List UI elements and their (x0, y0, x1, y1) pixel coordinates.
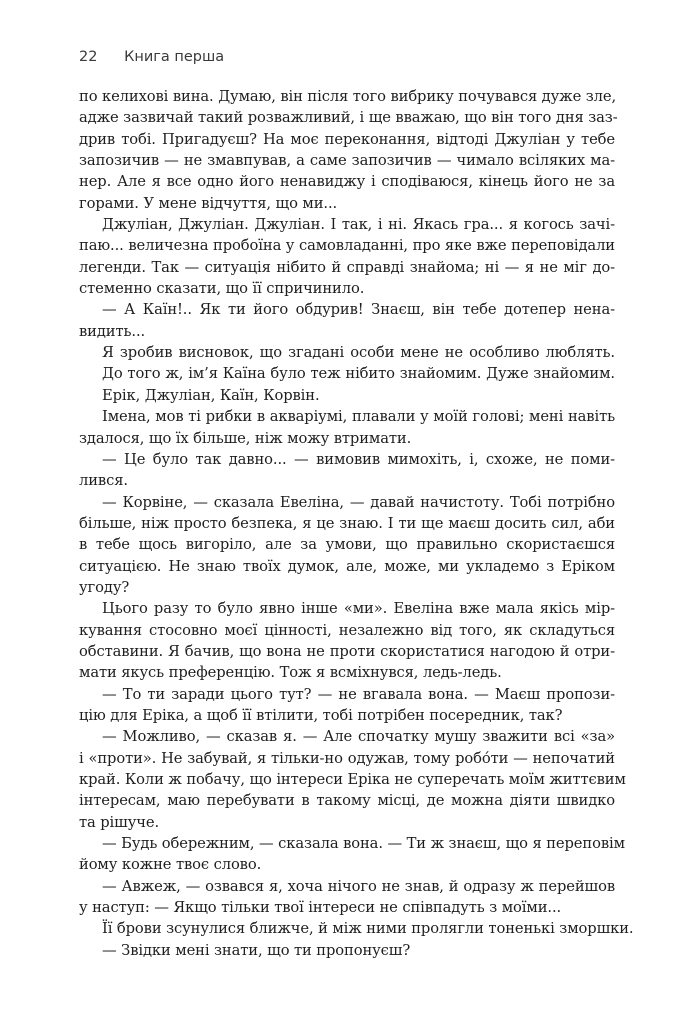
text-line: адже зазвичай такий розважливий, і ще вважаю, що він того дня заз- (79, 109, 618, 127)
text-line: здалося, що їх більше, ніж можу втримати. (79, 429, 412, 447)
text-line: та рішуче. (79, 813, 160, 831)
text-line: — Звідки мені знати, що ти пропонуєш? (102, 941, 411, 959)
running-header (79, 49, 224, 65)
text-line: інтересам, маю перебувати в такому місці, де можна діяти швидко (79, 792, 615, 810)
text-line: Цього разу то було явно інше «ми». Евеліна вже мала якісь мір- (102, 600, 615, 618)
text-line: Я зробив висновок, що згадані особи мене не особливо люблять. (102, 344, 615, 362)
text-line: паю... величезна пробоїна у самовладанні, про яке вже переповідали (79, 237, 615, 255)
text-line: — Це було так давно... — вимовив мимохіть, і, схоже, не поми- (102, 450, 615, 468)
text-line: — А Каїн!.. Як ти його обдурив! Знаєш, він тебе дотепер нена- (102, 301, 615, 319)
text-line: горами. У мене відчуття, що ми... (79, 194, 338, 212)
text-line: у наступ: — Якщо тільки твої інтереси не співпадуть з моїми... (79, 899, 562, 917)
text-line: запозичив — не змавпував, а саме запозичив — чимало всіляких ма- (79, 152, 615, 170)
text-line: дрив тобі. Пригадуєш? На моє переконання, відтоді Джуліан у тебе (79, 130, 615, 148)
text-line: обставини. Я бачив, що вона не проти скористатися нагодою й отри- (79, 642, 615, 660)
text-line: і «проти». Не забувай, я тільки-но одужав, тому робо́ти — непочатий (79, 749, 615, 767)
text-line: більше, ніж просто безпека, я це знаю. І ти ще маєш досить сил, аби (79, 514, 615, 532)
text-line: Джуліан, Джуліан. Джуліан. І так, і ні. Якась гра... я когось зачі- (102, 216, 615, 234)
text-line: цію для Еріка, а щоб її втілити, тобі потрібен посередник, так? (79, 706, 563, 724)
text-line: — Корвіне, — сказала Евеліна, — давай начистоту. Тобі потрібно (102, 493, 615, 511)
text-line: мати якусь преференцію. Тож я всміхнувся, ледь-ледь. (79, 664, 502, 682)
text-line: — То ти заради цього тут? — не вгавала вона. — Маєш пропози- (102, 685, 615, 703)
text-line: — Будь обережним, — сказала вона. — Ти ж знаєш, що я переповім (102, 835, 625, 853)
text-line: нер. Але я все одно його ненавиджу і сподіваюся, кінець його не за (79, 173, 615, 191)
text-line: в тебе щось вигоріло, але за умови, що правильно скористаєшся (79, 536, 615, 554)
text-line: — Авжеж, — озвався я, хоча нічого не знав, й одразу ж перейшов (102, 877, 615, 895)
text-line: по келихові вина. Думаю, він після того вибрику почувався дуже зле, (79, 88, 617, 105)
text-line: Імена, мов ті рибки в акваріумі, плавали у моїй голові; мені навіть (102, 408, 615, 426)
text-line: угоду? (79, 578, 130, 596)
text-line: видить... (79, 322, 146, 340)
page-number: 22 (79, 49, 98, 65)
running-title: Книга перша (124, 49, 225, 65)
text-line: стеменно сказати, що її спричинило. (79, 280, 365, 298)
body-text (79, 86, 634, 961)
text-line: кування стосовно моєї цінності, незалежно від того, як складуться (79, 621, 615, 639)
text-line: Ерік, Джуліан, Каїн, Корвін. (102, 386, 320, 404)
text-line: ситуацією. Не знаю твоїх думок, але, може, ми укладемо з Еріком (79, 557, 615, 575)
text-line: лився. (79, 472, 128, 490)
text-line: Її брови зсунулися ближче, й між ними пролягли тоненькі зморшки. (102, 920, 634, 938)
text-line: йому кожне твоє слово. (79, 856, 262, 874)
text-line: До того ж, ім’я Каїна було теж нібито знайомим. Дуже знайомим. (102, 365, 615, 383)
text-line: край. Коли ж побачу, що інтереси Еріка не суперечать моїм життєвим (79, 771, 626, 788)
text-line: легенди. Так — ситуація нібито й справді знайома; ні — я не міг до- (79, 258, 615, 276)
text-line: — Можливо, — сказав я. — Але спочатку мушу зважити всі «за» (102, 728, 615, 746)
